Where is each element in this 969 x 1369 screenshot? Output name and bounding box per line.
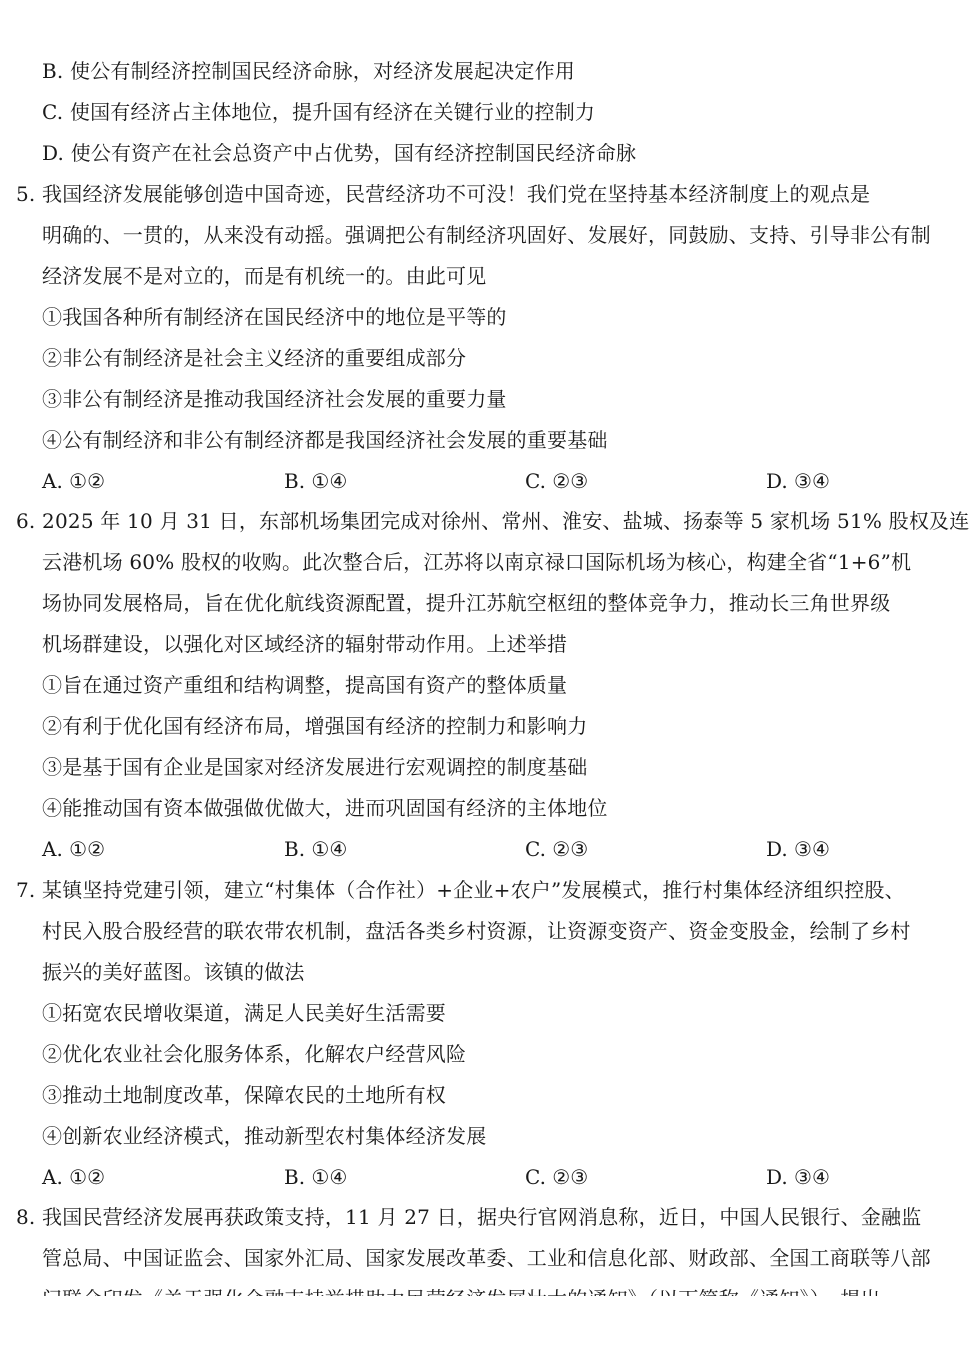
question-5-stem-line-2: 明确的、一贯的，从来没有动摇。强调把公有制经济巩固好、发展好，同鼓励、支持、引导非公有制 <box>42 223 931 247</box>
question-8-stem-line-1: 8. 我国民营经济发展再获政策支持，11 月 27 日，据央行官网消息称，近日，中国人民银行、金融监 <box>16 1205 922 1229</box>
question-5-statement-1: ①我国各种所有制经济在国民经济中的地位是平等的 <box>42 305 507 329</box>
question-7-choice-a[interactable]: A. ①② <box>42 1165 106 1189</box>
question-7-statement-2: ②优化农业社会化服务体系，化解农户经营风险 <box>42 1042 467 1066</box>
question-8-stem-line-2: 管总局、中国证监会、国家外汇局、国家发展改革委、工业和信息化部、财政部、全国工商联等八部 <box>42 1246 931 1270</box>
question-6-choice-b[interactable]: B. ①④ <box>284 837 348 861</box>
question-6-choice-d[interactable]: D. ③④ <box>766 837 830 861</box>
question-5-choice-b[interactable]: B. ①④ <box>284 469 348 493</box>
question-7-stem-line-1: 7. 某镇坚持党建引领，建立“村集体（合作社）+企业+农户”发展模式，推行村集体经济组织控股、 <box>16 878 905 902</box>
question-5-statement-2: ②非公有制经济是社会主义经济的重要组成部分 <box>42 346 467 370</box>
question-6-statement-1: ①旨在通过资产重组和结构调整，提高国有资产的整体质量 <box>42 673 568 697</box>
question-6-statement-4: ④能推动国有资本做强做优做大，进而巩固国有经济的主体地位 <box>42 796 608 820</box>
question-7-choices <box>42 1164 922 1190</box>
question-6-stem-line-1: 6. 2025 年 10 月 31 日，东部机场集团完成对徐州、常州、淮安、盐城、扬泰等 5 家机场 51% 股权及连 <box>16 509 969 533</box>
page-bottom-margin <box>0 1296 950 1369</box>
question-7-statement-1: ①拓宽农民增收渠道，满足人民美好生活需要 <box>42 1001 446 1025</box>
question-7-choice-c[interactable]: C. ②③ <box>525 1165 589 1189</box>
question-7-choice-d[interactable]: D. ③④ <box>766 1165 830 1189</box>
question-5-statement-4: ④公有制经济和非公有制经济都是我国经济社会发展的重要基础 <box>42 428 608 452</box>
question-5-choices <box>42 468 922 494</box>
question-6-stem-line-3: 场协同发展格局，旨在优化航线资源配置，提升江苏航空枢纽的整体竞争力，推动长三角世界级 <box>42 591 891 615</box>
question-6-statement-3: ③是基于国有企业是国家对经济发展进行宏观调控的制度基础 <box>42 755 588 779</box>
option-b: B. 使公有制经济控制国民经济命脉，对经济发展起决定作用 <box>42 59 576 83</box>
question-7-stem-line-3: 振兴的美好蓝图。该镇的做法 <box>42 960 305 984</box>
question-5-choice-c[interactable]: C. ②③ <box>525 469 589 493</box>
question-7-stem-line-2: 村民入股合股经营的联农带农机制，盘活各类乡村资源，让资源变资产、资金变股金，绘制了乡村 <box>42 919 911 943</box>
question-6-statement-2: ②有利于优化国有经济布局，增强国有经济的控制力和影响力 <box>42 714 588 738</box>
question-6-stem-line-2: 云港机场 60% 股权的收购。此次整合后，江苏将以南京禄口国际机场为核心，构建全省“1+6”机 <box>42 550 912 574</box>
option-c: C. 使国有经济占主体地位，提升国有经济在关键行业的控制力 <box>42 100 596 124</box>
question-6-choice-c[interactable]: C. ②③ <box>525 837 589 861</box>
option-d: D. 使公有资产在社会总资产中占优势，国有经济控制国民经济命脉 <box>42 141 637 165</box>
question-6-choices <box>42 836 922 862</box>
question-5-choice-d[interactable]: D. ③④ <box>766 469 830 493</box>
question-5-stem-line-1: 5. 我国经济发展能够创造中国奇迹，民营经济功不可没！我们党在坚持基本经济制度上的观点是 <box>16 182 871 206</box>
question-7-choice-b[interactable]: B. ①④ <box>284 1165 348 1189</box>
question-7-statement-3: ③推动土地制度改革，保障农民的土地所有权 <box>42 1083 446 1107</box>
question-5-choice-a[interactable]: A. ①② <box>42 469 106 493</box>
question-7-statement-4: ④创新农业经济模式，推动新型农村集体经济发展 <box>42 1124 487 1148</box>
question-6-choice-a[interactable]: A. ①② <box>42 837 106 861</box>
question-5-statement-3: ③非公有制经济是推动我国经济社会发展的重要力量 <box>42 387 507 411</box>
question-5-stem-line-3: 经济发展不是对立的，而是有机统一的。由此可见 <box>42 264 487 288</box>
question-6-stem-line-4: 机场群建设，以强化对区域经济的辐射带动作用。上述举措 <box>42 632 568 656</box>
